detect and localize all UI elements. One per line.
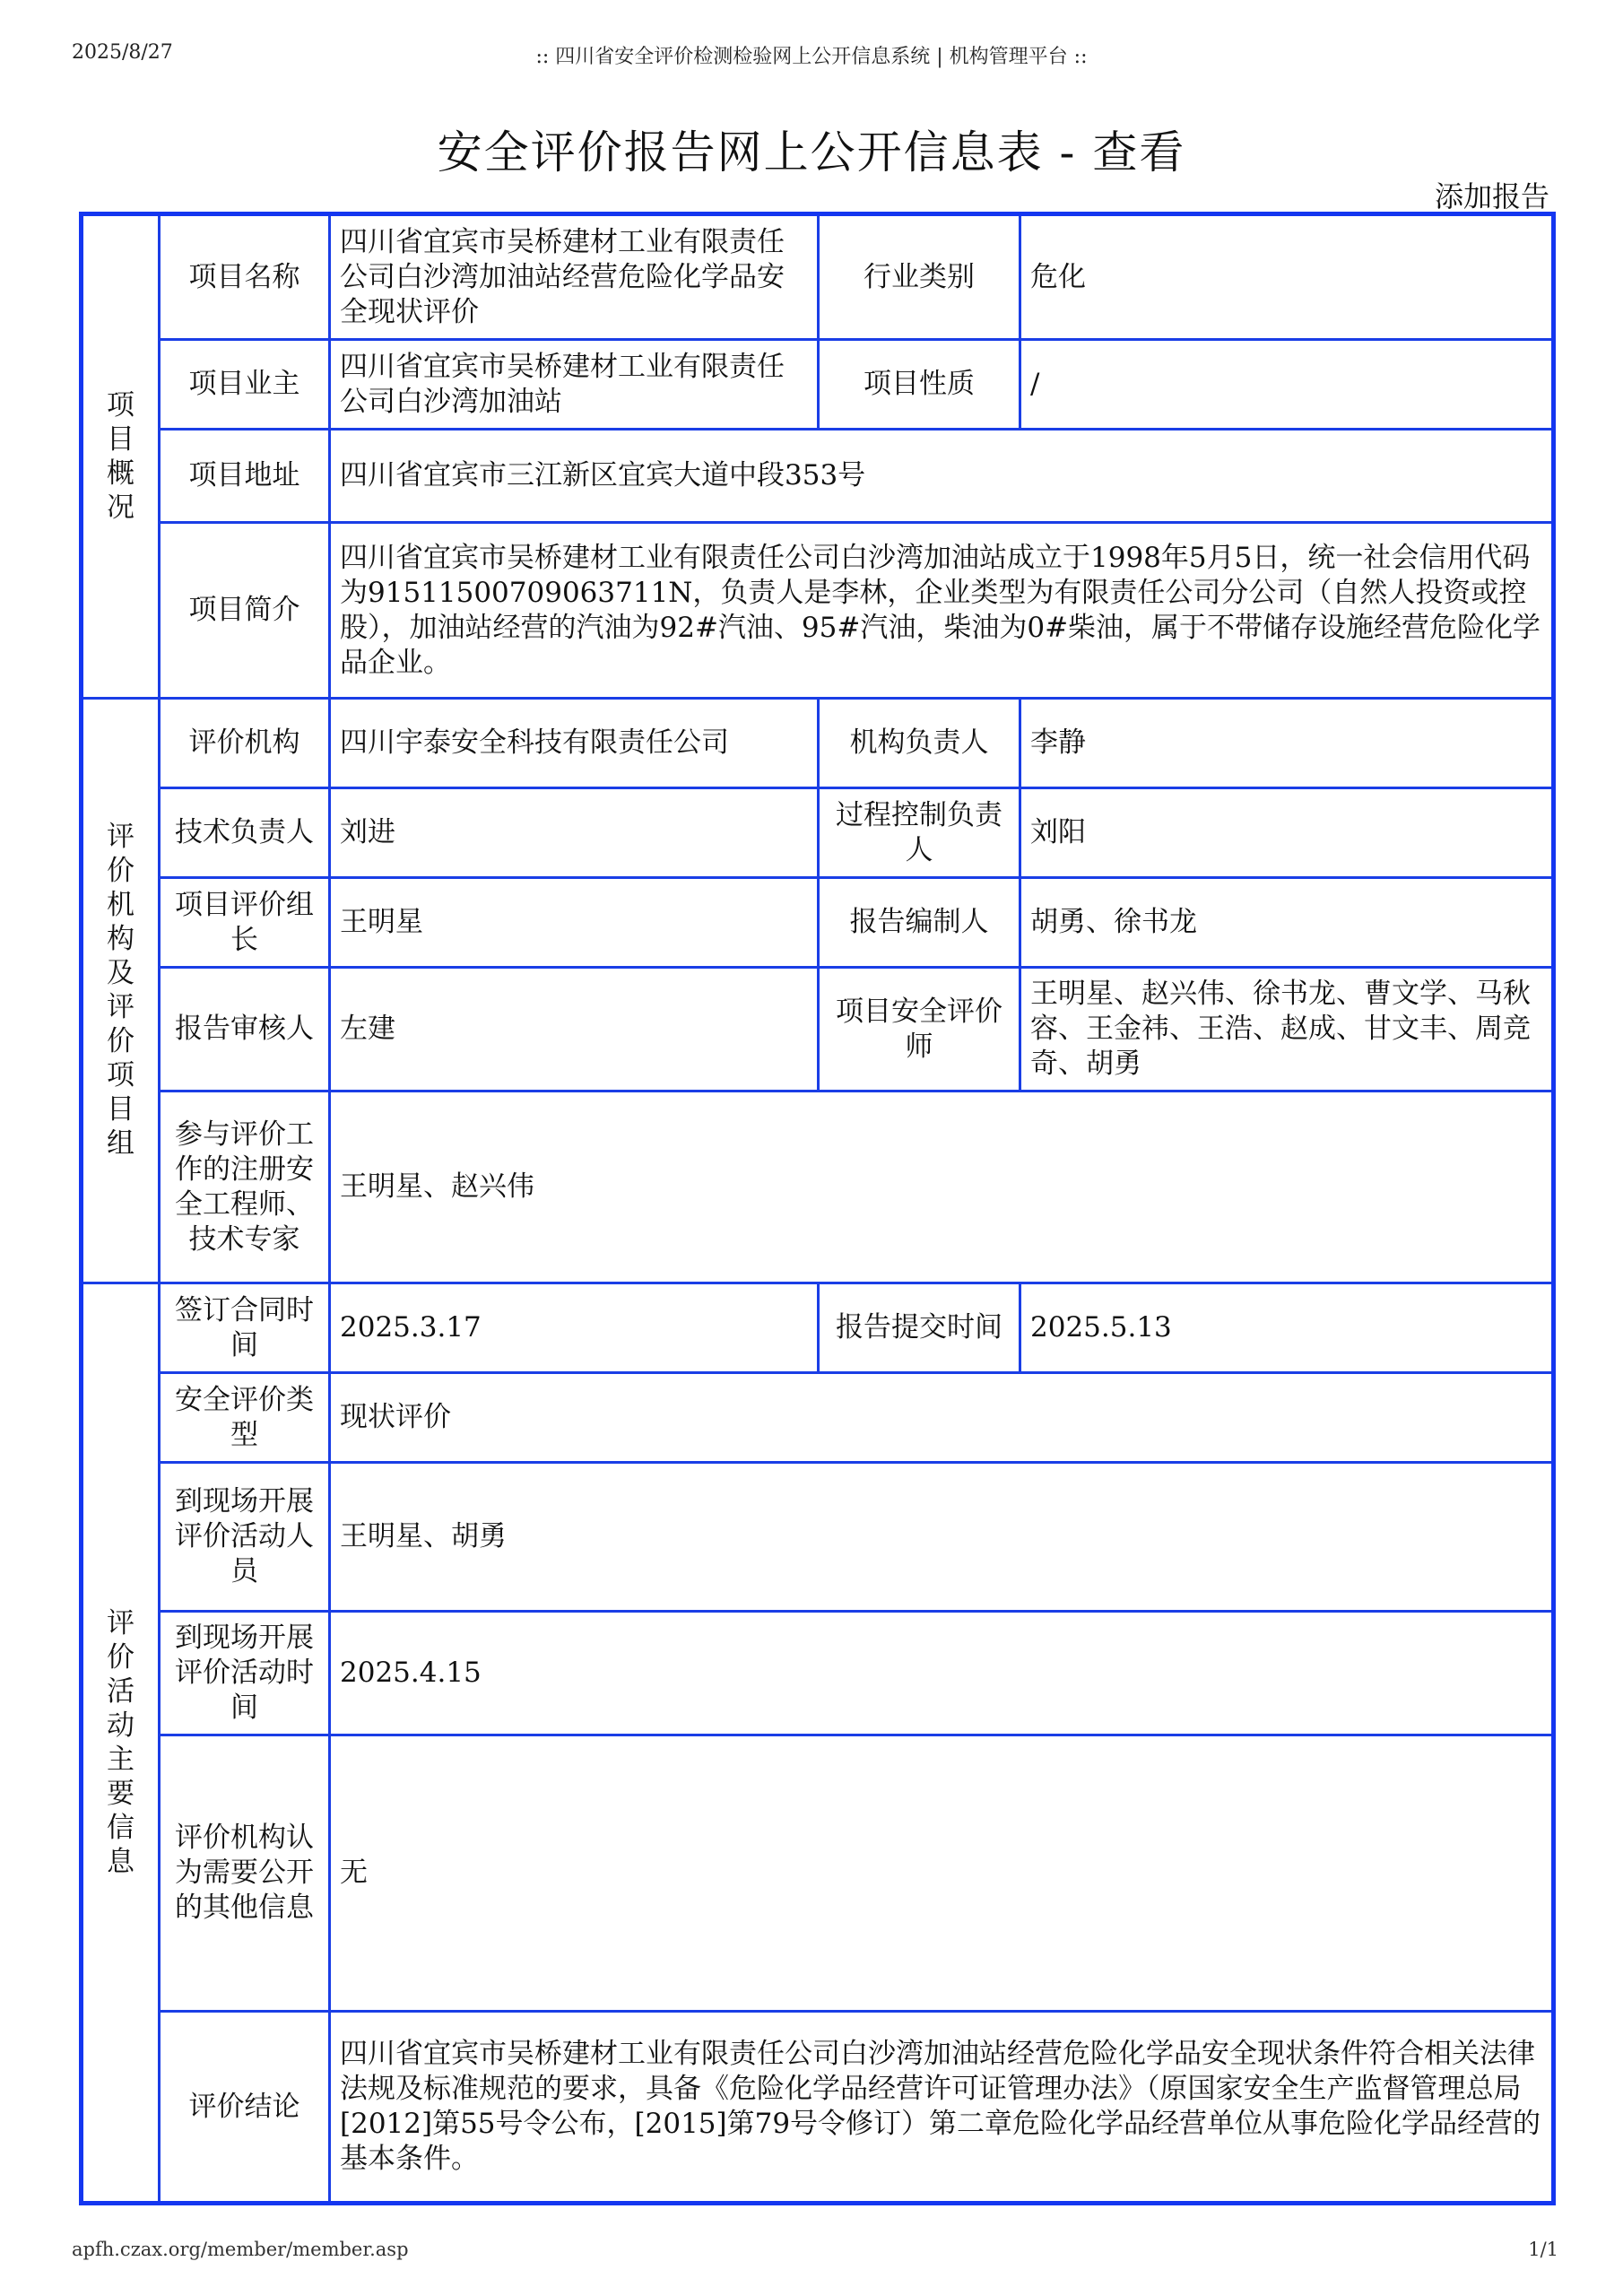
label-site-date: 到现场开展评价活动时间 — [160, 1612, 330, 1735]
row-address — [82, 430, 1554, 523]
group-overview — [82, 214, 160, 699]
report-info-table — [79, 212, 1556, 2205]
value-agency-head: 李静 — [1020, 699, 1554, 788]
row-summary — [82, 523, 1554, 699]
value-reviewer: 左建 — [330, 968, 819, 1091]
value-agency: 四川宇泰安全科技有限责任公司 — [330, 699, 819, 788]
label-other-info: 评价机构认为需要公开的其他信息 — [160, 1735, 330, 2012]
label-agency-head: 机构负责人 — [819, 699, 1020, 788]
row-site-date — [82, 1612, 1554, 1735]
label-conclusion: 评价结论 — [160, 2012, 330, 2204]
print-page-indicator: 1/1 — [1528, 2239, 1558, 2260]
value-submit-date: 2025.5.13 — [1020, 1283, 1554, 1373]
value-site-date: 2025.4.15 — [330, 1612, 1554, 1735]
value-industry: 危化 — [1020, 214, 1554, 340]
label-experts: 参与评价工作的注册安全工程师、技术专家 — [160, 1091, 330, 1283]
group-agency — [82, 699, 160, 1283]
row-owner — [82, 340, 1554, 430]
row-reviewer — [82, 968, 1554, 1091]
value-conclusion: 四川省宜宾市吴桥建材工业有限责任公司白沙湾加油站经营危险化学品安全现状条件符合相关法律法规及标准规范的要求，具备《危险化学品经营许可证管理办法》（原国家安全生产监督管理总局[2012]第55号令公布，[2015]第79号令修订）第二章危险化学品经营单位从事危险化学品经营的基本条件。 — [330, 2012, 1554, 2204]
value-eval-type: 现状评价 — [330, 1373, 1554, 1463]
label-reviewer: 报告审核人 — [160, 968, 330, 1091]
label-agency: 评价机构 — [160, 699, 330, 788]
value-contract-date: 2025.3.17 — [330, 1283, 819, 1373]
value-other-info: 无 — [330, 1735, 1554, 2012]
row-dates — [82, 1283, 1554, 1373]
value-address: 四川省宜宾市三江新区宜宾大道中段353号 — [330, 430, 1554, 523]
label-eval-type: 安全评价类型 — [160, 1373, 330, 1463]
label-nature: 项目性质 — [819, 340, 1020, 430]
row-other-info — [82, 1735, 1554, 2012]
label-process-lead: 过程控制负责人 — [819, 788, 1020, 878]
label-owner: 项目业主 — [160, 340, 330, 430]
row-eval-type — [82, 1373, 1554, 1463]
row-agency — [82, 699, 1554, 788]
print-date: 2025/8/27 — [72, 41, 173, 64]
label-industry: 行业类别 — [819, 214, 1020, 340]
label-summary: 项目简介 — [160, 523, 330, 699]
label-project-name: 项目名称 — [160, 214, 330, 340]
group-activity — [82, 1283, 160, 2204]
label-submit-date: 报告提交时间 — [819, 1283, 1020, 1373]
value-site-staff: 王明星、胡勇 — [330, 1463, 1554, 1612]
label-site-staff: 到现场开展评价活动人员 — [160, 1463, 330, 1612]
group-overview-label: 项目概况 — [107, 388, 135, 524]
value-process-lead: 刘阳 — [1020, 788, 1554, 878]
label-report-author: 报告编制人 — [819, 878, 1020, 968]
label-tech-lead: 技术负责人 — [160, 788, 330, 878]
row-site-staff — [82, 1463, 1554, 1612]
page-title: 安全评价报告网上公开信息表 - 查看 — [437, 126, 1186, 178]
value-owner: 四川省宜宾市吴桥建材工业有限责任公司白沙湾加油站 — [330, 340, 819, 430]
label-team-leader: 项目评价组长 — [160, 878, 330, 968]
group-agency-label: 评价机构及评价项目组 — [107, 821, 135, 1160]
value-experts: 王明星、赵兴伟 — [330, 1091, 1554, 1283]
label-assessors: 项目安全评价师 — [819, 968, 1020, 1091]
add-report-link[interactable]: 添加报告 — [1434, 179, 1549, 213]
value-report-author: 胡勇、徐书龙 — [1020, 878, 1554, 968]
group-activity-label: 评价活动主要信息 — [107, 1606, 135, 1878]
row-team-leader — [82, 878, 1554, 968]
label-address: 项目地址 — [160, 430, 330, 523]
value-team-leader: 王明星 — [330, 878, 819, 968]
value-tech-lead: 刘进 — [330, 788, 819, 878]
row-conclusion — [82, 2012, 1554, 2204]
value-summary: 四川省宜宾市吴桥建材工业有限责任公司白沙湾加油站成立于1998年5月5日，统一社会信用代码为91511500709063711N，负责人是李林，企业类型为有限责任公司分公司（自然人投资或控股），加油站经营的汽油为92#汽油、95#汽油，柴油为0#柴油，属于不带储存设施经营危险化学品企业。 — [330, 523, 1554, 699]
value-project-name: 四川省宜宾市吴桥建材工业有限责任公司白沙湾加油站经营危险化学品安全现状评价 — [330, 214, 819, 340]
label-contract-date: 签订合同时间 — [160, 1283, 330, 1373]
row-experts — [82, 1091, 1554, 1283]
row-tech-lead — [82, 788, 1554, 878]
value-nature: / — [1020, 340, 1554, 430]
value-assessors: 王明星、赵兴伟、徐书龙、曹文学、马秋容、王金祎、王浩、赵成、甘文丰、周竞奇、胡勇 — [1020, 968, 1554, 1091]
system-title: :: 四川省安全评价检测检验网上公开信息系统 | 机构管理平台 :: — [535, 46, 1088, 68]
row-project-name — [82, 214, 1554, 340]
print-footer-url: apfh.czax.org/member/member.asp — [72, 2239, 409, 2260]
